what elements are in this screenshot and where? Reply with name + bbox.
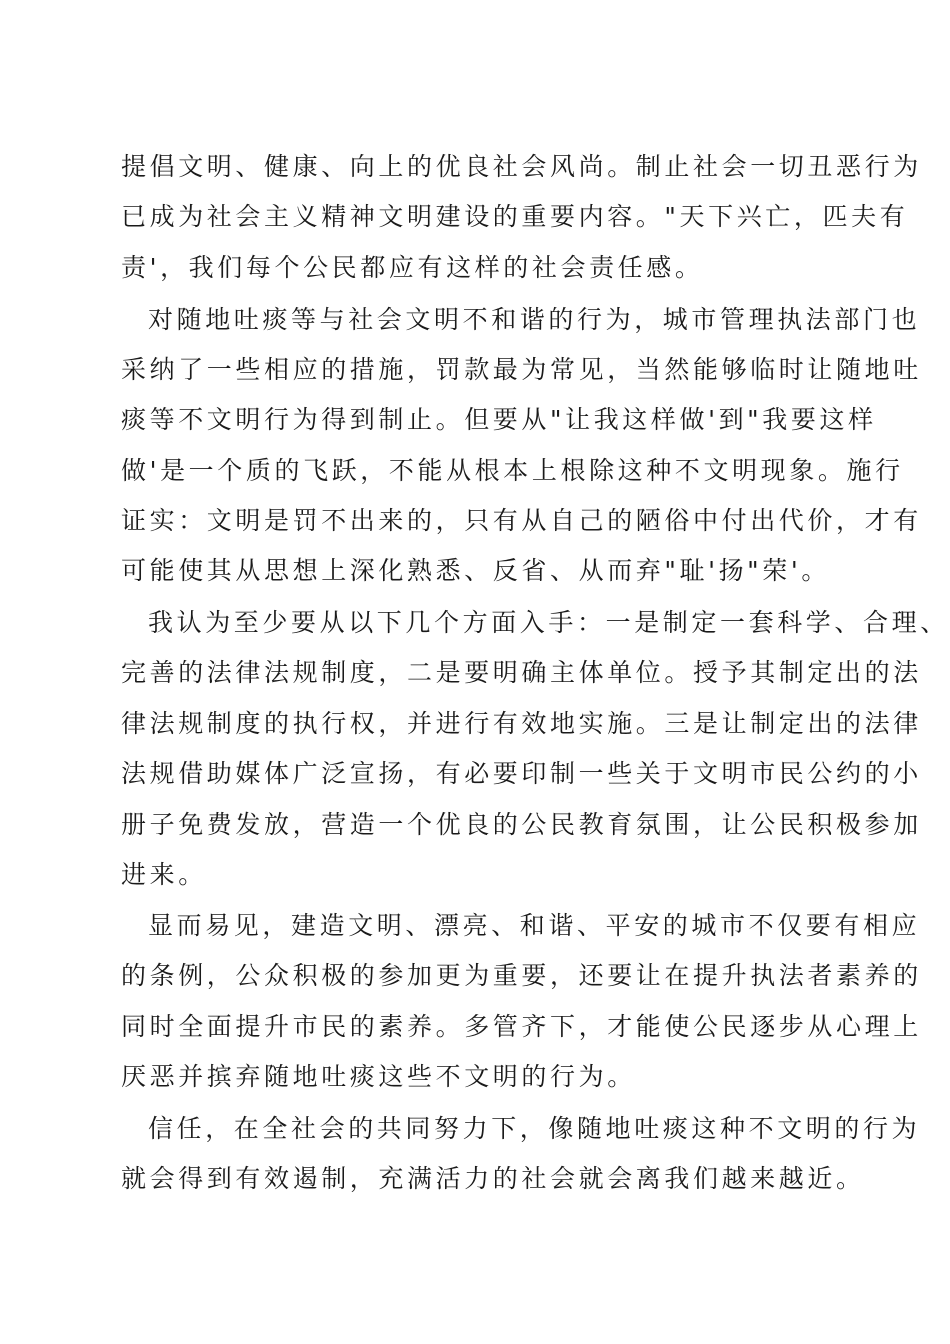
text-line: 证实：文明是罚不出来的，只有从自己的陋俗中付出代价，才有 [121, 506, 922, 535]
text-line: 已成为社会主义精神文明建设的重要内容。"天下兴亡，匹夫有 [121, 202, 909, 231]
text-line: 责'，我们每个公民都应有这样的社会责任感。 [121, 253, 704, 282]
text-line: 完善的法律法规制度，二是要明确主体单位。授予其制定出的法 [121, 658, 922, 687]
paragraph-first-line: 我认为至少要从以下几个方面入手：一是制定一套科学、合理、 [148, 608, 949, 637]
paragraph-first-line: 信任，在全社会的共同努力下，像随地吐痰这种不文明的行为 [148, 1114, 921, 1143]
text-line: 册子免费发放，营造一个优良的公民教育氛围，让公民积极参加 [121, 810, 922, 839]
text-line: 法规借助媒体广泛宣扬，有必要印制一些关于文明市民公约的小 [121, 759, 922, 788]
text-line: 厌恶并摈弃随地吐痰这些不文明的行为。 [121, 1062, 636, 1091]
text-line: 可能使其从思想上深化熟悉、反省、从而弃"耻'扬"荣'。 [121, 556, 830, 585]
paragraph-first-line: 对随地吐痰等与社会文明不和谐的行为，城市管理执法部门也 [148, 305, 921, 334]
text-line: 提倡文明、健康、向上的优良社会风尚。制止社会一切丑恶行为 [121, 152, 922, 181]
text-line: 律法规制度的执行权，并进行有效地实施。三是让制定出的法律 [121, 709, 922, 738]
text-line: 进来。 [121, 860, 207, 889]
text-line: 痰等不文明行为得到制止。但要从"让我这样做'到"我要这样 [121, 405, 877, 434]
text-line: 就会得到有效遏制，充满活力的社会就会离我们越来越近。 [121, 1164, 865, 1193]
paragraph-first-line: 显而易见，建造文明、漂亮、和谐、平安的城市不仅要有相应 [148, 911, 921, 940]
text-line: 采纳了一些相应的措施，罚款最为常见，当然能够临时让随地吐 [121, 355, 922, 384]
text-line: 做'是一个质的飞跃，不能从根本上根除这种不文明现象。施行 [121, 456, 904, 485]
text-line: 的条例，公众积极的参加更为重要，还要让在提升执法者素养的 [121, 961, 922, 990]
text-line: 同时全面提升市民的素养。多管齐下，才能使公民逐步从心理上 [121, 1012, 922, 1041]
